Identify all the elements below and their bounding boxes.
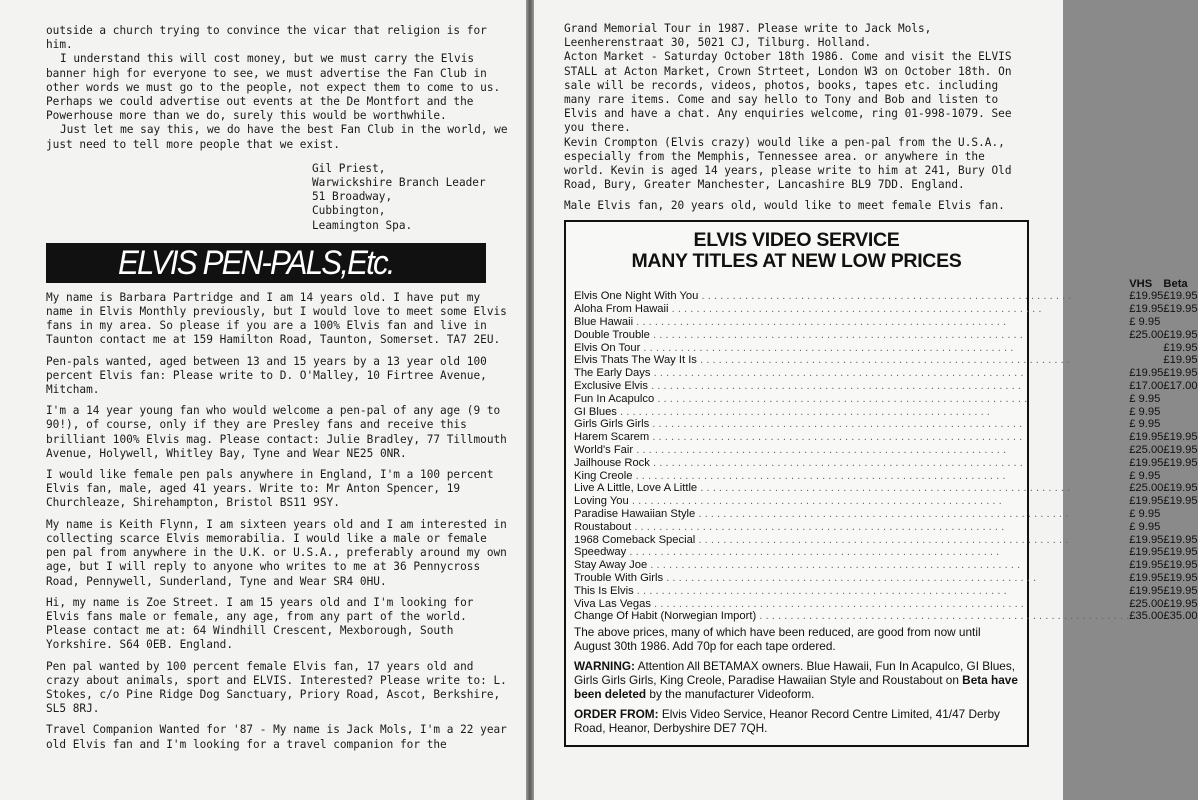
beta-price: £19.95 <box>1163 303 1198 316</box>
vhs-price: £19.95 <box>1129 303 1164 316</box>
order-note <box>574 707 1019 735</box>
signature-block <box>312 162 512 233</box>
video-title-text: Fun In Acapulco <box>574 392 655 405</box>
leader-dots: . . . . . . . . . . . . . . . . . . . . . . . . . . . . . . . . . . . . . . . . . . . . . . . . . . . . . . . . . . . . <box>640 341 1014 354</box>
vhs-price: £19.95 <box>1129 533 1164 546</box>
beta-price: £19.95 <box>1163 354 1198 367</box>
price-row <box>574 444 1198 457</box>
price-table <box>574 278 1198 624</box>
penpal-ad: My name is Keith Flynn, I am sixteen years old and I am interested in collecting scarce Elvis memorabilia. I would like a male or female pen pal from anywhere in the U.K. or U.S.A., preferably around my own age, but I will reply to anyone who writes to me at 36 Pennycross Road, Pennywell, Sunderland, Tyne and Wear SR4 0HU. <box>46 517 507 588</box>
price-row <box>574 380 1198 393</box>
penpal-ad: Pen pal wanted by 100 percent female Elvis fan, 17 years old and crazy about animals, sport and ELVIS. Interested? Please write to: L. Stokes, c/o Pine Ridge Dog Sanctuary, Priory Road, Ascot, Berkshire, SL5 8RJ. <box>46 659 507 716</box>
beta-price <box>1163 418 1197 431</box>
video-title <box>574 418 1129 431</box>
beta-price: £19.95 <box>1163 456 1198 469</box>
beta-price <box>1163 521 1197 534</box>
leader-dots: . . . . . . . . . . . . . . . . . . . . . . . . . . . . . . . . . . . . . . . . . . . . . . . . . . . . . . . . . . . . <box>668 303 1042 316</box>
video-title <box>574 444 1129 457</box>
leader-dots: . . . . . . . . . . . . . . . . . . . . . . . . . . . . . . . . . . . . . . . . . . . . . . . . . . . . . . . . . . . . <box>650 367 1024 380</box>
intro-paragraph-3: Just let me say this, we do have the best Fan Club in the world, we just need to tell more people that we exist. <box>46 123 508 151</box>
vhs-price: £19.95 <box>1129 559 1164 572</box>
video-ad-title: ELVIS VIDEO SERVICE <box>693 228 900 251</box>
beta-column-header: Beta <box>1163 277 1188 290</box>
beta-price <box>1163 508 1197 521</box>
video-title <box>574 546 1129 559</box>
beta-price: £19.95 <box>1163 431 1198 444</box>
video-title-text: Speedway <box>574 546 627 559</box>
beta-price <box>1163 470 1197 483</box>
beta-price: £19.95 <box>1163 328 1198 341</box>
beta-price: £35.00 <box>1163 610 1198 623</box>
vhs-price: £19.95 <box>1129 456 1164 469</box>
vhs-price: £25.00 <box>1129 597 1164 610</box>
price-row <box>574 418 1198 431</box>
leader-dots: . . . . . . . . . . . . . . . . . . . . . . . . . . . . . . . . . . . . . . . . . . . . . . . . . . . . . . . . . . . . <box>647 559 1021 572</box>
penpals-banner-title: ELVIS PEN-PALS,Etc. <box>118 243 394 282</box>
warning-bold: Beta have been deleted <box>574 673 1018 702</box>
beta-price: £19.95 <box>1163 495 1198 508</box>
signature-line: Cubbington, <box>312 204 386 218</box>
video-title-text: Exclusive Elvis <box>574 380 648 393</box>
price-row <box>574 457 1198 470</box>
price-row <box>574 290 1198 303</box>
price-row <box>574 508 1198 521</box>
video-title <box>574 342 1129 355</box>
video-title-text: Viva Las Vegas <box>574 597 651 610</box>
notice-paragraph: Kevin Crompton (Elvis crazy) would like a pen-pal from the U.S.A., especially from the Memphis, Tennessee area. or anywhere in the world. Kevin is aged 14 years, please write to him at 241, Bury Old Road, Bury, Greater Manchester, Lancashire BL9 7DD. England. <box>564 135 1012 192</box>
price-row <box>574 354 1198 367</box>
vhs-price: £ 9.95 <box>1129 316 1161 329</box>
video-title <box>574 290 1129 303</box>
video-title-text: Blue Hawaii <box>574 316 634 329</box>
price-row <box>574 521 1198 534</box>
beta-price: £17.00 <box>1163 380 1198 393</box>
video-ad-subtitle: MANY TITLES AT NEW LOW PRICES <box>631 249 962 272</box>
video-title-text: Girls Girls Girls <box>574 418 650 431</box>
leader-dots: . . . . . . . . . . . . . . . . . . . . . . . . . . . . . . . . . . . . . . . . . . . . . . . . . . . . . . . . . . . . <box>654 392 1028 405</box>
beta-price: £19.95 <box>1163 597 1198 610</box>
beta-price <box>1163 406 1197 419</box>
video-title-text: Jailhouse Rock <box>574 456 650 469</box>
vhs-price: £19.95 <box>1129 495 1164 508</box>
leader-dots: . . . . . . . . . . . . . . . . . . . . . . . . . . . . . . . . . . . . . . . . . . . . . . . . . . . . . . . . . . . . <box>649 456 1023 469</box>
title-column-header <box>574 278 1129 291</box>
video-title-text: Change Of Habit (Norwegian Import) <box>574 610 757 623</box>
leader-dots: . . . . . . . . . . . . . . . . . . . . . . . . . . . . . . . . . . . . . . . . . . . . . . . . . . . . . . . . . . . . <box>649 328 1023 341</box>
page-gutter <box>526 0 534 800</box>
order-label: ORDER FROM: <box>574 707 659 722</box>
beta-price <box>1163 393 1197 406</box>
video-title <box>574 354 1129 367</box>
intro-paragraph-2: I understand this will cost money, but we must carry the Elvis banner high for everyone to see, we must advertise the Fan Club in other words we must go to the people, not expect them to come to us. Perhaps we could advertise out events at the De Montfort and the Powerhouse more than we do, surely this would be worthwhile. <box>46 52 501 123</box>
penpal-ad: I would like female pen pals anywhere in England, I'm a 100 percent Elvis fan, male, aged 41 years. Write to: Mr Anton Spencer, 19 Churchleaze, Shirehampton, Bristol BS11 9SY. <box>46 468 494 510</box>
vhs-price: £35.00 <box>1129 610 1164 623</box>
video-title-text: Live A Little, Love A Little <box>574 482 698 495</box>
leader-dots: . . . . . . . . . . . . . . . . . . . . . . . . . . . . . . . . . . . . . . . . . . . . . . . . . . . . . . . . . . . . <box>697 482 1071 495</box>
beta-price: £19.95 <box>1163 341 1198 354</box>
price-row <box>574 585 1198 598</box>
vhs-price: £ 9.95 <box>1129 405 1161 418</box>
video-title-text: Double Trouble <box>574 328 650 341</box>
price-row <box>574 546 1198 559</box>
price-row <box>574 393 1198 406</box>
vhs-price <box>1129 342 1163 355</box>
video-title <box>574 495 1129 508</box>
video-title <box>574 585 1129 598</box>
video-title <box>574 482 1129 495</box>
vhs-column-header: VHS <box>1129 277 1153 290</box>
video-title <box>574 470 1129 483</box>
beta-price: £19.95 <box>1163 482 1198 495</box>
beta-price: £19.95 <box>1163 367 1198 380</box>
price-row <box>574 303 1198 316</box>
video-title <box>574 329 1129 342</box>
vhs-price: £19.95 <box>1129 290 1164 303</box>
leader-dots: . . . . . . . . . . . . . . . . . . . . . . . . . . . . . . . . . . . . . . . . . . . . . . . . . . . . . . . . . . . . <box>756 610 1130 623</box>
price-row <box>574 598 1198 611</box>
vhs-price: £19.95 <box>1129 571 1164 584</box>
price-row <box>574 534 1198 547</box>
price-row <box>574 495 1198 508</box>
video-title-text: This Is Elvis <box>574 584 634 597</box>
video-service-ad <box>564 220 1198 748</box>
signature-line: 51 Broadway, <box>312 190 393 204</box>
leader-dots: . . . . . . . . . . . . . . . . . . . . . . . . . . . . . . . . . . . . . . . . . . . . . . . . . . . . . . . . . . . . <box>698 290 1072 303</box>
right-page <box>534 0 1198 800</box>
vhs-price: £ 9.95 <box>1129 392 1161 405</box>
leader-dots: . . . . . . . . . . . . . . . . . . . . . . . . . . . . . . . . . . . . . . . . . . . . . . . . . . . . . . . . . . . . <box>616 405 990 418</box>
video-title <box>574 598 1129 611</box>
beta-price: £19.95 <box>1163 290 1198 303</box>
price-row <box>574 559 1198 572</box>
warning-label: WARNING: <box>574 659 635 674</box>
order-text: Elvis Video Service, Heanor Record Centre Limited, 41/47 Derby Road, Heanor, Derbyshire DE7 7QH. <box>574 707 1000 736</box>
video-title-text: Loving You <box>574 495 629 508</box>
prices-note: The above prices, many of which have been reduced, are good from now until August 30th 1986. Add 70p for each tape ordered. <box>574 625 981 654</box>
beta-price: £19.95 <box>1163 533 1198 546</box>
vhs-price: £17.00 <box>1129 380 1164 393</box>
price-row <box>574 406 1198 419</box>
warning-text: Attention All BETAMAX owners. Blue Hawaii, Fun In Acapulco, GI Blues, Girls Girls Girls, King Creole, Paradise Hawaiian Style and Roustabout on <box>574 659 1016 688</box>
notice-paragraph: Male Elvis fan, 20 years old, would like to meet female Elvis fan. <box>564 199 1005 213</box>
video-title-text: Harem Scarem <box>574 431 650 444</box>
signature-line: Leamington Spa. <box>312 218 413 232</box>
leader-dots: . . . . . . . . . . . . . . . . . . . . . . . . . . . . . . . . . . . . . . . . . . . . . . . . . . . . . . . . . . . . <box>663 571 1037 584</box>
vhs-price: £ 9.95 <box>1129 507 1161 520</box>
vhs-price: £25.00 <box>1129 482 1164 495</box>
price-table-header <box>574 278 1198 291</box>
price-row <box>574 342 1198 355</box>
warning-note <box>574 659 1019 701</box>
leader-dots: . . . . . . . . . . . . . . . . . . . . . . . . . . . . . . . . . . . . . . . . . . . . . . . . . . . . . . . . . . . . <box>695 533 1069 546</box>
intro-paragraph-1: outside a church trying to convince the vicar that religion is for him. <box>46 24 487 52</box>
leader-dots: . . . . . . . . . . . . . . . . . . . . . . . . . . . . . . . . . . . . . . . . . . . . . . . . . . . . . . . . . . . . <box>628 495 1002 508</box>
video-title <box>574 316 1129 329</box>
video-title-text: Stay Away Joe <box>574 559 648 572</box>
video-title <box>574 393 1129 406</box>
video-title-text: Paradise Hawaiian Style <box>574 507 696 520</box>
video-title <box>574 610 1129 623</box>
video-title-text: Elvis Thats The Way It Is <box>574 354 697 367</box>
signature-line: Gil Priest, <box>312 161 386 175</box>
beta-price: £19.95 <box>1163 584 1198 597</box>
leader-dots: . . . . . . . . . . . . . . . . . . . . . . . . . . . . . . . . . . . . . . . . . . . . . . . . . . . . . . . . . . . . <box>631 520 1005 533</box>
leader-dots: . . . . . . . . . . . . . . . . . . . . . . . . . . . . . . . . . . . . . . . . . . . . . . . . . . . . . . . . . . . . <box>649 431 1023 444</box>
vhs-price: £ 9.95 <box>1129 469 1161 482</box>
leader-dots: . . . . . . . . . . . . . . . . . . . . . . . . . . . . . . . . . . . . . . . . . . . . . . . . . . . . . . . . . . . . <box>649 418 1023 431</box>
penpal-ad: Pen-pals wanted, aged between 13 and 15 years by a 13 year old 100 percent Elvis fan: Please write to D. O'Malley, 10 Firtree Avenue, Mitcham. <box>46 354 487 397</box>
vhs-price: £19.95 <box>1129 367 1164 380</box>
leader-dots: . . . . . . . . . . . . . . . . . . . . . . . . . . . . . . . . . . . . . . . . . . . . . . . . . . . . . . . . . . . . <box>695 507 1069 520</box>
vhs-price: £ 9.95 <box>1129 520 1161 533</box>
video-title <box>574 559 1129 572</box>
price-row <box>574 470 1198 483</box>
penpals-banner <box>46 243 486 283</box>
leader-dots: . . . . . . . . . . . . . . . . . . . . . . . . . . . . . . . . . . . . . . . . . . . . . . . . . . . . . . . . . . . . <box>633 584 1007 597</box>
video-title <box>574 457 1129 470</box>
penpal-ad: Hi, my name is Zoe Street. I am 15 years old and I'm looking for Elvis fans male or female, any age, from any part of the world. Please contact me at: 64 Windhill Crescent, Mexborough, South Yorkshire. S64 0EB. England. <box>46 595 474 652</box>
vhs-price: £19.95 <box>1129 431 1164 444</box>
video-title-text: World's Fair <box>574 444 634 456</box>
video-title-text: Aloha From Hawaii <box>574 303 669 316</box>
video-title <box>574 508 1129 521</box>
video-title <box>574 521 1129 534</box>
price-row <box>574 367 1198 380</box>
vhs-price: £19.95 <box>1129 584 1164 597</box>
warning-end: by the manufacturer Videoform. <box>646 687 815 702</box>
video-title <box>574 380 1129 393</box>
signature-line: Warwickshire Branch Leader <box>312 176 486 190</box>
video-title-text: Elvis On Tour <box>574 341 641 354</box>
video-title-text: Elvis One Night With You <box>574 290 699 303</box>
vhs-price <box>1129 354 1163 367</box>
penpal-ad: Travel Companion Wanted for '87 - My name is Jack Mols, I'm a 22 year old Elvis fan and I'm looking for a travel companion for the <box>46 723 507 751</box>
video-title-text: The Early Days <box>574 367 651 380</box>
beta-price: £19.95 <box>1163 571 1198 584</box>
beta-price <box>1163 316 1197 329</box>
video-title-text: Roustabout <box>574 520 632 533</box>
leader-dots: . . . . . . . . . . . . . . . . . . . . . . . . . . . . . . . . . . . . . . . . . . . . . . . . . . . . . . . . . . . . <box>626 546 1000 559</box>
video-title-text: Trouble With Girls <box>574 571 664 584</box>
beta-price: £19.95 <box>1163 559 1198 572</box>
notice-paragraph: Grand Memorial Tour in 1987. Please write to Jack Mols, Leenherenstraat 30, 5021 CJ, Tilburg. Holland. <box>564 22 932 50</box>
video-title-text: GI Blues <box>574 405 617 418</box>
vhs-price: £19.95 <box>1129 546 1164 559</box>
vhs-price: £ 9.95 <box>1129 418 1161 431</box>
video-title-text: King Creole <box>574 469 633 482</box>
video-title <box>574 367 1129 380</box>
leader-dots: . . . . . . . . . . . . . . . . . . . . . . . . . . . . . . . . . . . . . . . . . . . . . . . . . . . . . . . . . . . . <box>633 316 1007 329</box>
video-title <box>574 406 1129 419</box>
video-title-text: 1968 Comeback Special <box>574 533 696 546</box>
price-row <box>574 610 1198 623</box>
penpal-ad: My name is Barbara Partridge and I am 14 years old. I have put my name in Elvis Monthly previously, but I would love to meet some Elvis fans in my area. So please if you are a 100% Elvis fan and live in Taunton contact me at 159 Hamilton Road, Taunton, Somerset. TA7 2EU. <box>46 290 507 347</box>
price-row <box>574 431 1198 444</box>
vhs-price: £25.00 <box>1129 444 1164 456</box>
beta-price: £19.95 <box>1163 444 1198 456</box>
leader-dots: . . . . . . . . . . . . . . . . . . . . . . . . . . . . . . . . . . . . . . . . . . . . . . . . . . . . . . . . . . . . <box>650 597 1024 610</box>
video-title <box>574 431 1129 444</box>
leader-dots: . . . . . . . . . . . . . . . . . . . . . . . . . . . . . . . . . . . . . . . . . . . . . . . . . . . . . . . . . . . . <box>696 354 1070 367</box>
price-row <box>574 482 1198 495</box>
penpal-ad: I'm a 14 year young fan who would welcome a pen-pal of any age (9 to 90!), of course, only if they are Presley fans and receive this brilliant 100% Elvis mag. Please contact: Julie Bradley, 77 Tillmouth Avenue, Holywell, Whitley Bay, Tyne and Wear NE25 0NR. <box>46 404 507 460</box>
price-row <box>574 316 1198 329</box>
leader-dots: . . . . . . . . . . . . . . . . . . . . . . . . . . . . . . . . . . . . . . . . . . . . . . . . . . . . . . . . . . . . <box>632 469 1006 482</box>
price-row <box>574 329 1198 342</box>
video-title <box>574 572 1129 585</box>
video-title <box>574 534 1129 547</box>
video-title <box>574 303 1129 316</box>
leader-dots: . . . . . . . . . . . . . . . . . . . . . . . . . . . . . . . . . . . . . . . . . . . . . . . . . . . . . . . . . . . . <box>633 444 1007 456</box>
notice-paragraph: Acton Market - Saturday October 18th 1986. Come and visit the ELVIS STALL at Acton Market, Crown Strteet, London W3 on October 18th. On sale will be records, videos, photos, books, tapes etc. including many rare items. Come and say hello to Tony and Bob and listen to Elvis and have a chat. Any enquiries welcome, ring 01-998-1079. See you there. <box>564 50 1012 135</box>
vhs-price: £25.00 <box>1129 328 1164 341</box>
price-row <box>574 572 1198 585</box>
beta-price: £19.95 <box>1163 546 1198 559</box>
leader-dots: . . . . . . . . . . . . . . . . . . . . . . . . . . . . . . . . . . . . . . . . . . . . . . . . . . . . . . . . . . . . <box>647 380 1021 393</box>
left-page <box>0 0 526 800</box>
